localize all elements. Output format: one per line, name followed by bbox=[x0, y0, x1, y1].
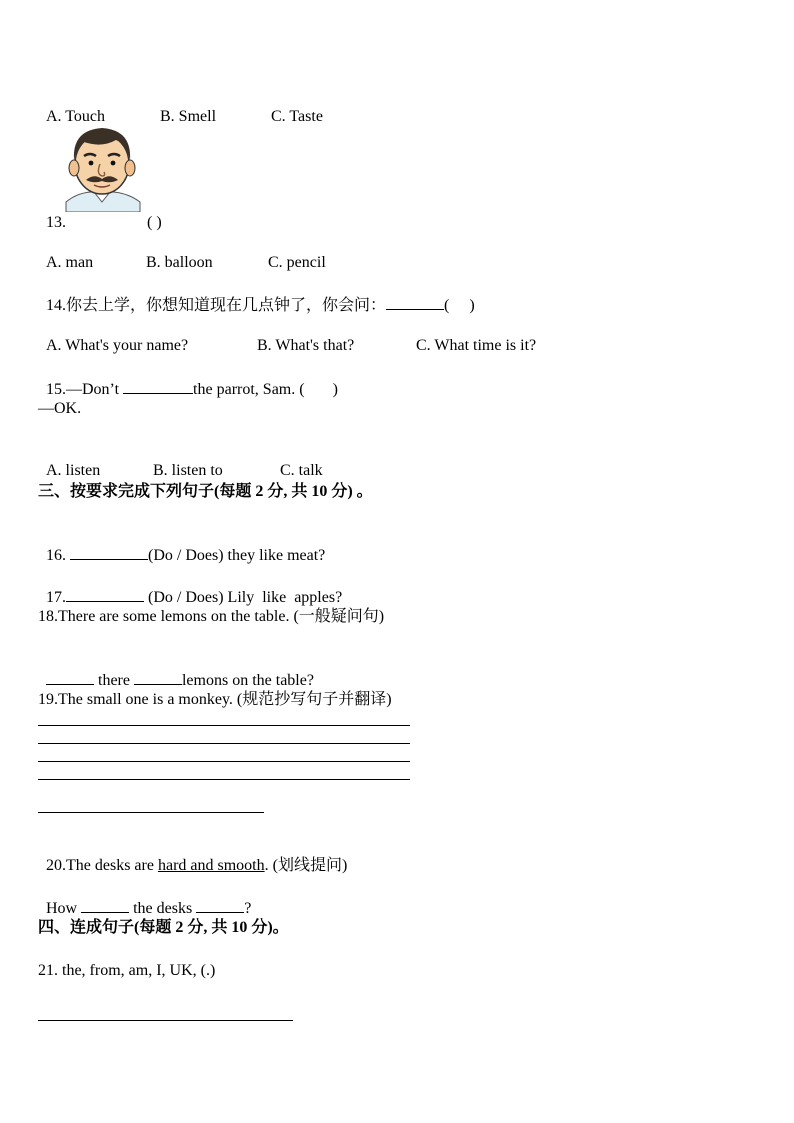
q14-option-b: B. What's that? bbox=[257, 337, 355, 354]
q18-answer-line bbox=[38, 649, 314, 691]
q20-line bbox=[38, 836, 347, 876]
q15-options bbox=[38, 441, 323, 481]
q18-blank-2[interactable] bbox=[134, 669, 182, 685]
q15-line bbox=[38, 358, 338, 400]
q18-mid: there bbox=[94, 672, 134, 689]
q12-options bbox=[38, 87, 323, 127]
q14-line bbox=[38, 274, 475, 316]
q15-text-post: the parrot, Sam. ( ) bbox=[193, 381, 338, 398]
q17-blank[interactable] bbox=[66, 586, 144, 602]
q14-blank[interactable] bbox=[386, 294, 444, 310]
q21-line: 21. the, from, am, I, UK, (.) bbox=[38, 962, 216, 979]
q16-blank[interactable] bbox=[70, 544, 148, 560]
q13-option-a: A. man bbox=[46, 254, 94, 271]
q14-paren: ( ) bbox=[444, 297, 475, 314]
q17-number: 17. bbox=[46, 589, 66, 606]
q15-text-pre: 15.—Don’t bbox=[46, 381, 124, 398]
q13-line bbox=[38, 193, 162, 233]
q12-option-c: C. Taste bbox=[271, 108, 323, 125]
q16-number: 16. bbox=[46, 547, 70, 564]
q14-options bbox=[38, 316, 536, 356]
q18-blank-1[interactable] bbox=[46, 669, 94, 685]
q15-reply: —OK. bbox=[38, 400, 82, 417]
q19-writing-line-1[interactable] bbox=[38, 725, 410, 726]
q20-answer-end: ? bbox=[244, 900, 252, 917]
q19-writing-line-2[interactable] bbox=[38, 743, 410, 744]
q14-option-c: C. What time is it? bbox=[416, 337, 537, 354]
q13-paren: ( ) bbox=[147, 214, 162, 231]
q15-blank[interactable] bbox=[123, 378, 193, 394]
q19-translation-line[interactable] bbox=[38, 812, 264, 813]
q14-option-a: A. What's your name? bbox=[46, 337, 189, 354]
q20-blank-1[interactable] bbox=[81, 897, 129, 913]
section-4-heading: 四、连成句子(每题 2 分, 共 10 分)。 bbox=[38, 919, 289, 936]
q13-options bbox=[38, 233, 326, 273]
q19-writing-line-3[interactable] bbox=[38, 761, 410, 762]
q15-option-c: C. talk bbox=[280, 462, 323, 479]
q14-text: 14.你去上学，你想知道现在几点钟了，你会问： bbox=[46, 297, 387, 314]
q16-text: (Do / Does) they like meat? bbox=[148, 547, 326, 564]
q19-writing-line-4[interactable] bbox=[38, 779, 410, 780]
section-3-heading: 三、按要求完成下列句子(每题 2 分, 共 10 分) 。 bbox=[38, 483, 373, 500]
q20-answer-pre: How bbox=[46, 900, 82, 917]
q12-option-a: A. Touch bbox=[46, 108, 106, 125]
q17-line bbox=[38, 566, 342, 608]
q20-answer-mid: the desks bbox=[129, 900, 197, 917]
q20-text-post: . (划线提问) bbox=[264, 857, 348, 874]
q20-blank-2[interactable] bbox=[196, 897, 244, 913]
q15-option-a: A. listen bbox=[46, 462, 101, 479]
q18-line: 18.There are some lemons on the table. (一般疑问句) bbox=[38, 608, 385, 625]
q13-option-c: C. pencil bbox=[268, 254, 326, 271]
q19-line: 19.The small one is a monkey. (规范抄写句子并翻译) bbox=[38, 691, 392, 708]
q13-number: 13. bbox=[46, 214, 66, 231]
q15-option-b: B. listen to bbox=[153, 462, 223, 479]
q20-underlined-text: hard and smooth bbox=[157, 857, 265, 874]
q20-answer-line bbox=[38, 877, 251, 919]
q21-writing-line[interactable] bbox=[38, 1020, 293, 1021]
q18-end: lemons on the table? bbox=[181, 672, 314, 689]
q17-text: (Do / Does) Lily like apples? bbox=[144, 589, 343, 606]
q20-text-pre: 20.The desks are bbox=[46, 857, 158, 874]
q13-option-b: B. balloon bbox=[146, 254, 213, 271]
q12-option-b: B. Smell bbox=[160, 108, 217, 125]
q16-line bbox=[38, 524, 325, 566]
